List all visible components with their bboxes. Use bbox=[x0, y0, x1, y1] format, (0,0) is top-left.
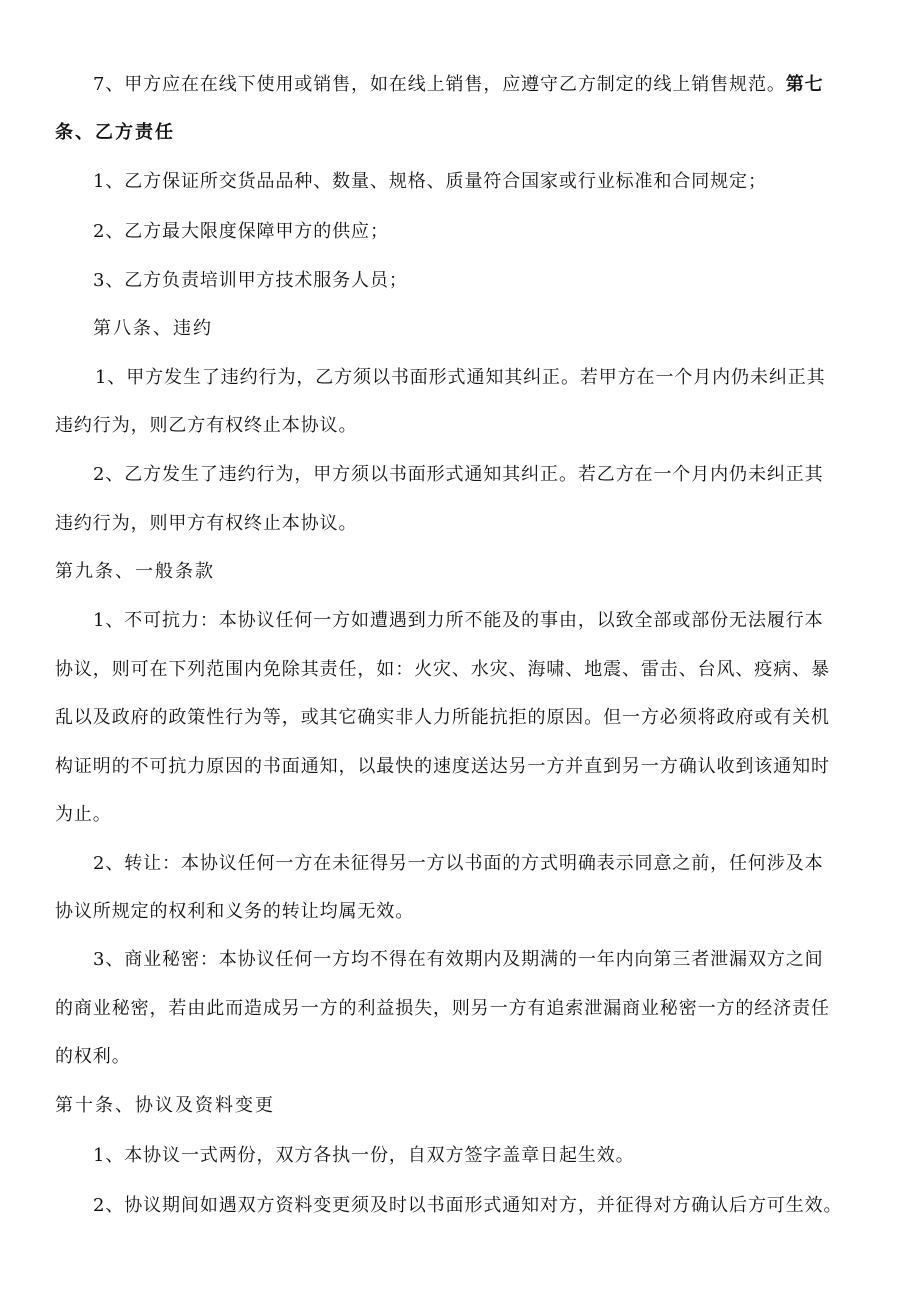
article-7-item-2: 2、乙方最大限度保障甲方的供应； bbox=[93, 221, 389, 242]
article-9-item-3-line-1: 3、商业秘密：本协议任何一方均不得在有效期内及期满的一年内向第三者泄漏双方之间 bbox=[93, 949, 824, 970]
clause-text: 7、甲方应在在线下使用或销售，如在线上销售，应遵守乙方制定的线上销售规范。 bbox=[93, 74, 786, 95]
article-10-item-1: 1、本协议一式两份，双方各执一份，自双方签字盖章日起生效。 bbox=[93, 1145, 635, 1166]
article-8-item-2-line-1: 2、乙方发生了违约行为，甲方须以书面形式通知其纠正。若乙方在一个月内仍未纠正其 bbox=[93, 464, 824, 485]
article-10-item-2: 2、协议期间如遇双方资料变更须及时以书面形式通知对方，并征得对方确认后方可生效。 bbox=[93, 1195, 843, 1216]
article-7-item-1: 1、乙方保证所交货品品种、数量、规格、质量符合国家或行业标准和合同规定； bbox=[93, 171, 767, 192]
article-9-item-1-line-2: 协议，则可在下列范围内免除其责任，如：火灾、水灾、海啸、地震、雷击、台风、疫病、暴 bbox=[55, 659, 830, 680]
article-9-item-1-line-5: 为止。 bbox=[55, 804, 112, 825]
article-7-item-3: 3、乙方负责培训甲方技术服务人员； bbox=[93, 270, 408, 291]
article-9-item-1-line-4: 构证明的不可抗力原因的书面通知，以最快的速度送达另一方并直到另一方确认收到该通知时 bbox=[55, 756, 830, 777]
article-8-item-2-line-2: 违约行为，则甲方有权终止本协议。 bbox=[55, 513, 358, 534]
article-9-item-1-line-1: 1、不可抗力：本协议任何一方如遭遇到力所不能及的事由，以致全部或部份无法履行本 bbox=[93, 610, 824, 631]
article-7-heading-start: 第七 bbox=[785, 74, 824, 95]
article-9-item-3-line-3: 的权利。 bbox=[55, 1046, 131, 1067]
article-8-item-1-line-2: 违约行为，则乙方有权终止本协议。 bbox=[55, 415, 358, 436]
article-8-item-1-line-1: 1、甲方发生了违约行为，乙方须以书面形式通知其纠正。若甲方在一个月内仍未纠正其 bbox=[95, 367, 826, 388]
article-9-item-2-line-2: 协议所规定的权利和义务的转让均属无效。 bbox=[55, 901, 415, 922]
article-7-heading-end: 条、乙方责任 bbox=[55, 122, 175, 143]
article-9-heading: 第九条、一般条款 bbox=[55, 561, 215, 582]
article-8-heading: 第八条、违约 bbox=[93, 318, 213, 339]
article-9-item-3-line-2: 的商业秘密，若由此而造成另一方的利益损失，则另一方有追索泄漏商业秘密一方的经济责任 bbox=[55, 998, 830, 1019]
article-9-item-2-line-1: 2、转让：本协议任何一方在未征得另一方以书面的方式明确表示同意之前，任何涉及本 bbox=[93, 853, 824, 874]
article-9-item-1-line-3: 乱以及政府的政策性行为等，或其它确实非人力所能抗拒的原因。但一方必须将政府或有关机 bbox=[55, 707, 830, 728]
article-10-heading: 第十条、协议及资料变更 bbox=[55, 1095, 275, 1116]
clause-7-item-7 bbox=[93, 74, 824, 96]
